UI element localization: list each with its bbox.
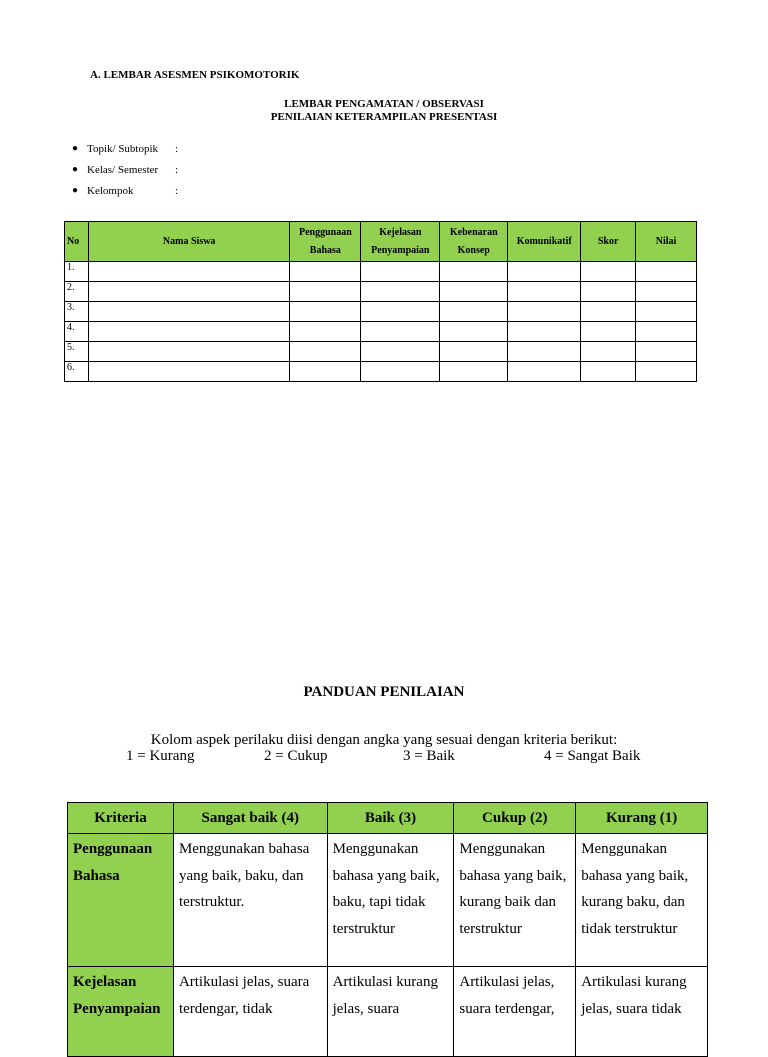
cell-kebenaran-konsep[interactable] <box>440 302 508 322</box>
cell-skor[interactable] <box>581 262 636 282</box>
cell-kebenaran-konsep[interactable] <box>440 322 508 342</box>
rubric-header-kriteria: Kriteria <box>68 803 174 834</box>
guide-intro: Kolom aspek perilaku diisi dengan angka yang sesuai dengan kriteria berikut: <box>150 732 618 748</box>
rubric-cell-cukup: Menggunakan bahasa yang baik, kurang baik dan terstruktur <box>454 834 576 967</box>
sheet-title-line-2: PENILAIAN KETERAMPILAN PRESENTASI <box>270 111 498 123</box>
cell-nilai[interactable] <box>636 342 697 362</box>
cell-penggunaan-bahasa[interactable] <box>290 322 361 342</box>
rubric-cell-sangat-baik: Artikulasi jelas, suara terdengar, tidak <box>173 967 327 1057</box>
cell-skor[interactable] <box>581 302 636 322</box>
observation-header-row <box>65 222 697 262</box>
sheet-title-line-1: LEMBAR PENGAMATAN / OBSERVASI <box>284 98 484 110</box>
info-field-kelompok <box>72 180 178 201</box>
scale-item-4: 4 = Sangat Baik <box>544 748 641 764</box>
cell-penggunaan-bahasa[interactable] <box>290 342 361 362</box>
rubric-cell-kurang: Artikulasi kurang jelas, suara tidak <box>576 967 708 1057</box>
col-header-penggunaan-bahasa: Penggunaan Bahasa <box>290 222 361 262</box>
cell-nilai[interactable] <box>636 262 697 282</box>
rubric-criterion: Kejelasan Penyampaian <box>68 967 174 1057</box>
bullet-icon: ● <box>72 164 79 175</box>
rubric-cell-baik: Artikulasi kurang jelas, suara <box>327 967 454 1057</box>
section-title: A. LEMBAR ASESMEN PSIKOMOTORIK <box>90 69 300 81</box>
info-field-kelas <box>72 159 178 180</box>
rubric-header-cukup: Cukup (2) <box>454 803 576 834</box>
table-row <box>65 302 697 322</box>
row-number: 5. <box>65 342 89 362</box>
cell-nama-siswa[interactable] <box>88 282 289 302</box>
rubric-cell-kurang: Menggunakan bahasa yang baik, kurang baku, dan tidak terstruktur <box>576 834 708 967</box>
info-fields <box>72 138 178 201</box>
table-row <box>65 342 697 362</box>
cell-kejelasan-penyampaian[interactable] <box>361 362 440 382</box>
observation-table <box>64 221 697 382</box>
rubric-header-kurang: Kurang (1) <box>576 803 708 834</box>
cell-kebenaran-konsep[interactable] <box>440 282 508 302</box>
cell-nama-siswa[interactable] <box>88 302 289 322</box>
info-field-label: Kelas/ Semester <box>87 163 159 176</box>
rubric-row-penggunaan-bahasa <box>68 834 708 967</box>
rubric-row-kejelasan-penyampaian <box>68 967 708 1057</box>
table-row <box>65 322 697 342</box>
rubric-cell-cukup: Artikulasi jelas, suara terdengar, <box>454 967 576 1057</box>
cell-nilai[interactable] <box>636 302 697 322</box>
row-number: 3. <box>65 302 89 322</box>
rubric-cell-baik: Menggunakan bahasa yang baik, baku, tapi tidak terstruktur <box>327 834 454 967</box>
info-field-topik <box>72 138 178 159</box>
col-header-kebenaran-konsep: Kebenaran Konsep <box>440 222 508 262</box>
cell-nilai[interactable] <box>636 362 697 382</box>
col-header-komunikatif: Komunikatif <box>508 222 581 262</box>
row-number: 4. <box>65 322 89 342</box>
cell-komunikatif[interactable] <box>508 282 581 302</box>
scale-item-1: 1 = Kurang <box>126 748 195 764</box>
col-header-nama-siswa: Nama Siswa <box>88 222 289 262</box>
rubric-table <box>67 802 708 1057</box>
rubric-header-row <box>68 803 708 834</box>
info-field-separator: : <box>175 163 179 176</box>
cell-kebenaran-konsep[interactable] <box>440 262 508 282</box>
cell-nilai[interactable] <box>636 282 697 302</box>
scale-item-2: 2 = Cukup <box>264 748 328 764</box>
rubric-header-sangat-baik: Sangat baik (4) <box>173 803 327 834</box>
scale-item-3: 3 = Baik <box>403 748 455 764</box>
cell-nama-siswa[interactable] <box>88 342 289 362</box>
table-row <box>65 362 697 382</box>
rubric-header-baik: Baik (3) <box>327 803 454 834</box>
col-header-skor: Skor <box>581 222 636 262</box>
col-header-nilai: Nilai <box>636 222 697 262</box>
rubric-cell-sangat-baik: Menggunakan bahasa yang baik, baku, dan terstruktur. <box>173 834 327 967</box>
cell-kejelasan-penyampaian[interactable] <box>361 322 440 342</box>
cell-penggunaan-bahasa[interactable] <box>290 302 361 322</box>
cell-kebenaran-konsep[interactable] <box>440 362 508 382</box>
cell-nama-siswa[interactable] <box>88 322 289 342</box>
cell-skor[interactable] <box>581 362 636 382</box>
cell-kejelasan-penyampaian[interactable] <box>361 262 440 282</box>
col-header-kejelasan-penyampaian: Kejelasan Penyampaian <box>361 222 440 262</box>
bullet-icon: ● <box>72 185 79 196</box>
cell-nilai[interactable] <box>636 322 697 342</box>
cell-komunikatif[interactable] <box>508 322 581 342</box>
cell-komunikatif[interactable] <box>508 362 581 382</box>
cell-komunikatif[interactable] <box>508 342 581 362</box>
cell-skor[interactable] <box>581 282 636 302</box>
info-field-label: Kelompok <box>87 184 134 197</box>
cell-komunikatif[interactable] <box>508 262 581 282</box>
cell-skor[interactable] <box>581 342 636 362</box>
cell-kejelasan-penyampaian[interactable] <box>361 282 440 302</box>
cell-kebenaran-konsep[interactable] <box>440 342 508 362</box>
cell-kejelasan-penyampaian[interactable] <box>361 342 440 362</box>
bullet-icon: ● <box>72 143 79 154</box>
cell-komunikatif[interactable] <box>508 302 581 322</box>
row-number: 1. <box>65 262 89 282</box>
cell-penggunaan-bahasa[interactable] <box>290 362 361 382</box>
info-field-separator: : <box>175 184 179 197</box>
cell-nama-siswa[interactable] <box>88 262 289 282</box>
info-field-separator: : <box>175 142 179 155</box>
table-row <box>65 262 697 282</box>
cell-skor[interactable] <box>581 322 636 342</box>
row-number: 6. <box>65 362 89 382</box>
row-number: 2. <box>65 282 89 302</box>
cell-penggunaan-bahasa[interactable] <box>290 282 361 302</box>
rubric-criterion: Penggunaan Bahasa <box>68 834 174 967</box>
cell-kejelasan-penyampaian[interactable] <box>361 302 440 322</box>
col-header-no: No <box>65 222 89 262</box>
table-row <box>65 282 697 302</box>
info-field-label: Topik/ Subtopik <box>87 142 159 155</box>
cell-nama-siswa[interactable] <box>88 362 289 382</box>
guide-title: PANDUAN PENILAIAN <box>303 684 465 700</box>
cell-penggunaan-bahasa[interactable] <box>290 262 361 282</box>
